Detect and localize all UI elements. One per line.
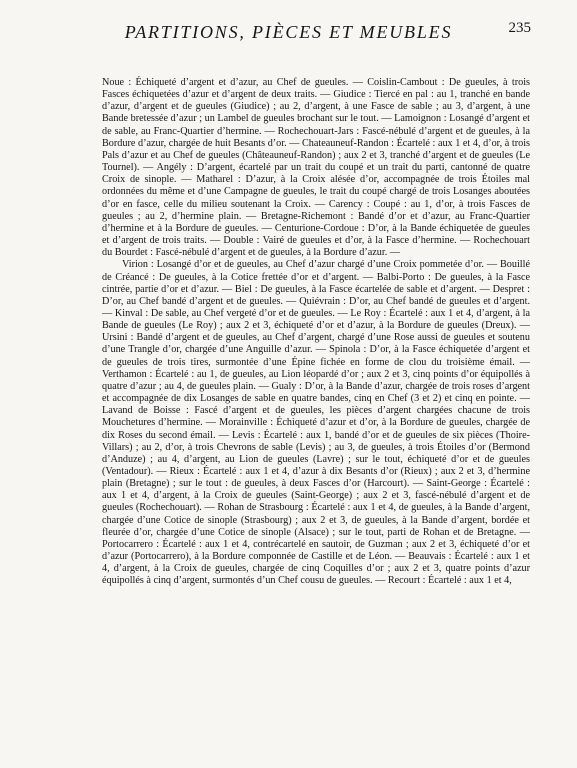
- page-header: [0, 18, 577, 48]
- body-text: [102, 77, 530, 588]
- running-title: PARTITIONS, PIÈCES ET MEUBLES: [124, 22, 453, 42]
- page-number: 235: [508, 20, 531, 36]
- paragraph-2: Virion : Losangé d’or et de gueules, au Chef d’azur chargé d’une Croix pommetée d’or. — Bouillé de Créancé : De gueules, à la Cotice frettée d’or et d’argent. — Balbi-Porto : De gueules, à la Fasce cintrée, partie d’or et d’azur. — Biel : De gueules, à la Fasce écartelée de sable et d’argent. — Despret : D’or, au Chef bandé d’argent et de gueules. — Quiévrain : D’or, au Chef bandé de gueules et d’argent. — Kinval : De sable, au Chef vergeté d’or et de gueules. — Le Roy : Écartelé : aux 1 et 4, d’argent, à la Bande de gueules (Le Roy) ; aux 2 et 3, échiqueté d’or et d’azur, à la Bordure de gueules (Dreux). — Ursini : Bandé d’argent et de gueules, au Chef d’argent, chargé d’une Rose aussi de gueules et soutenu d’une Trangle d’or, chargée d’une Anguille d’azur. — Spinola : D’or, à la Fasce échiquetée d’argent et de gueules de trois tires, surmontée d’une Épine fichée en forme de clou du troisième émail. — Verthamon : Écartelé : au 1, de gueules, au Lion léopardé d’or ; aux 2 et 3, cinq points d’or équipollés à quatre d’azur ; au 4, de gueules plain. — Gualy : D’or, à la Bande d’azur, chargée de trois roses d’argent et accompagnée de dix Losanges de sable en quatre bandes, cinq en Chef (3 et 2) et cinq en pointe. — Lavand de Boisse : Fascé d’argent et de gueules, les pièces d’argent chargées chacune de trois Mouchetures d’hermine. — Morainville : Échiqueté d’azur et d’or, à la Bordure de gueules, chargée de dix Roses du second émail. — Levis : Écartelé : aux 1, bandé d’or et de gueules de six pièces (Thoire-Villars) ; au 2, d’or, à trois Chevrons de sable (Levis) ; au 3, de gueules, à trois Étoiles d’or (Bermond d’Anduze) ; au 4, d’argent, au Lion de gueules (Lavre) ; sur le tout, échiqueté d’or et de gueules (Ventadour). — Rieux : Écartelé : aux 1 et 4, d’azur à dix Besants d’or (Rieux) ; aux 2 et 3, d’hermine plain (Bretagne) ; sur le tout : de gueules, à deux Fasces d’or (Harcourt). — Saint-George : Écartelé : aux 1 et 4, d’argent, à la Croix de gueules (Saint-George) ; aux 2 et 3, fascé-nébulé d’argent et de gueules (Rochechouart). — Rohan de Strasbourg : Écartelé : aux 1 et 4, de gueules, à la Bande d’argent, chargée d’une Cotice de sinople (Strasbourg) ; aux 2 et 3, de gueules, à la Bande d’argent, bordée et fleurée d’or, chargée d’une Cotice de sinople (Alsace) ; sur le tout, parti de Rohan et de Bretagne. — Portocarrero : Écartelé : aux 1 et 4, contrécartelé en sautoir, de Guzman ; aux 2 et 3, échiqueté d’or et d’azur (Portocarrero), à la Bordure componnée de Castille et de Léon. — Beauvais : Écartelé : aux 1 et 4, d’argent, à la Croix de gueules, chargée de cinq Coquilles d’or ; aux 2 et 3, quatre points d’azur équipollés à cinq d’argent, surmontés d’un Chef cousu de gueules. — Recourt : Écartelé : aux 1 et 4,: [102, 259, 530, 587]
- paragraph-1: Noue : Échiqueté d’argent et d’azur, au Chef de gueules. — Coislin-Cambout : De gueules, à trois Fasces échiquetées d’azur et d’argent de deux traits. — Giudice : Tiercé en pal : au 1, tranché en bande d’azur, d’argent et de gueules (Giudice) ; au 2, d’argent, à une Fasce de sable ; au 3, d’argent, à une Bande bretessée d’azur ; un Lambel de gueules brochant sur le tout. — Lamoignon : Losangé d’argent et de sable, au Franc-Quartier d’hermine. — Rochechouart-Jars : Fascé-nébulé d’argent et de gueules, à la Bordure d’azur, chargée de huit Besants d’or. — Chateauneuf-Randon : Écartelé : aux 1 et 4, d’or, à trois Pals d’azur et au Chef de gueules (Châteauneuf-Randon) ; aux 2 et 3, tranché d’argent et de gueules (Le Tournel). — Angély : D’argent, écartelé par un trait du coupé et un trait du parti, cantonné de quatre Croix de sinople. — Matharel : D’azur, à la Croix alésée d’or, accompagnée de trois Étoiles mal ordonnées du même et d’une Campagne de gueules, le trait du coupé chargé de trois Losanges aboutées d’or en fasce, celle du milieu soutenant la Croix. — Carency : Coupé : au 1, d’or, à trois Fasces de gueules ; au 2, d’hermine plain. — Bretagne-Richemont : Bandé d’or et d’azur, au Franc-Quartier d’hermine et à la Bordure de gueules. — Centurione-Cordoue : D’or, à la Bande échiquetée de gueules et d’argent de trois traits. — Double : Vairé de gueules et d’or, à la Fasce d’hermine. — Rochechouart du Bourdet : Fascé-nébulé d’argent et de gueules, à la Bordure d’azur. —: [102, 77, 530, 259]
